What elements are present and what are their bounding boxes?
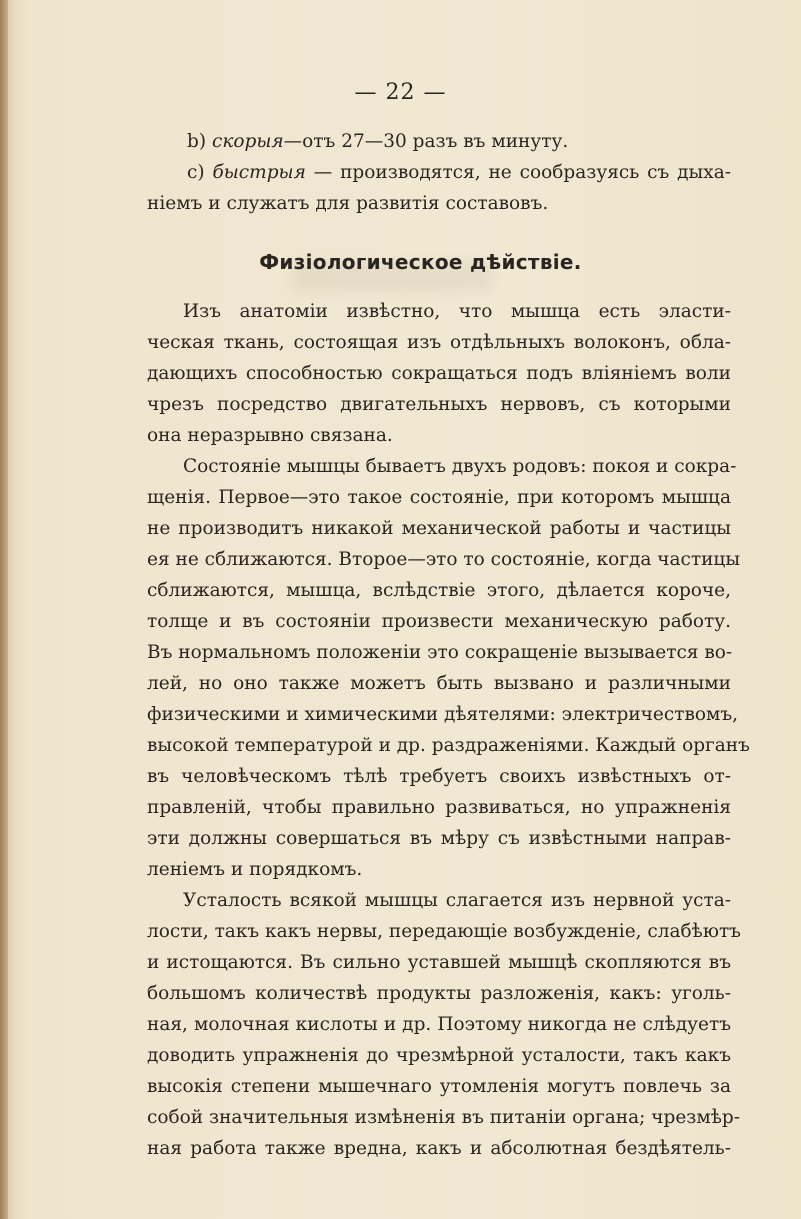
list-marker: b)	[187, 131, 207, 152]
list-term: скорыя	[211, 131, 284, 152]
paragraph-3	[147, 885, 741, 1164]
paragraph-2	[147, 451, 750, 885]
list-text: —отъ 27—30 разъ въ минуту.	[283, 131, 569, 152]
text-line: Состояніе мышцы бываетъ двухъ родовъ: покоя и сокра-	[183, 456, 737, 477]
text-line: чрезъ посредство двигательныхъ нервовъ, съ которыми	[147, 394, 731, 415]
text-line: лости, такъ какъ нервы, передающіе возбужденіе, слабѣютъ	[147, 921, 741, 942]
list-text: — производятся, не сообразуясь съ дыха-	[305, 162, 731, 183]
page-number: — 22 —	[354, 80, 447, 105]
text-line: высокой температурой и др. раздраженіями. Каждый органъ	[147, 735, 750, 756]
text-line: въ человѣческомъ тѣлѣ требуетъ своихъ извѣстныхъ от-	[147, 766, 731, 787]
text-line: большомъ количествѣ продукты разложенія, какъ: уголь-	[147, 983, 731, 1004]
text-line: собой значительныя измѣненія въ питаніи органа; чрезмѣр-	[147, 1107, 741, 1128]
text-line: ея не сближаются. Второе—это то состояніе, когда частицы	[147, 549, 741, 570]
text-line: толще и въ состояніи произвести механическую работу.	[147, 611, 731, 632]
section-heading: Физіологическое дѣйствіе.	[259, 250, 582, 274]
text-line: эти должны совершаться въ мѣру съ извѣстными направ-	[147, 828, 731, 849]
text-line: Въ нормальномъ положеніи это сокращеніе вызывается во-	[147, 642, 733, 663]
text-line: ная, молочная кислоты и др. Поэтому никогда не слѣдуетъ	[147, 1014, 731, 1035]
text-line: Изъ анатоміи извѣстно, что мышца есть эласти-	[183, 301, 731, 322]
page-spine-shadow	[0, 0, 8, 1219]
text-line: и истощаются. Въ сильно уставшей мышцѣ скопляются въ	[147, 952, 731, 973]
text-line: леніемъ и порядкомъ.	[147, 859, 363, 880]
text-line: она неразрывно связана.	[147, 425, 393, 446]
list-item-c-continuation: ніемъ и служатъ для развитія составовъ.	[147, 193, 549, 214]
text-line: высокія степени мышечнаго утомленія могутъ повлечь за	[147, 1076, 731, 1097]
text-line: физическими и химическими дѣятелями: электричествомъ,	[147, 704, 739, 725]
text-line: лей, но оно также можетъ быть вызвано и различными	[147, 673, 731, 694]
paragraph-1	[147, 296, 731, 451]
list-item-c	[147, 157, 731, 188]
text-line: правленій, чтобы правильно развиваться, но упражненія	[147, 797, 731, 818]
text-line: ная работа также вредна, какъ и абсолютная бездѣятель-	[147, 1138, 731, 1159]
text-line: дающихъ способностью сокращаться подъ вліяніемъ воли	[147, 363, 731, 384]
text-line: ческая ткань, состоящая изъ отдѣльныхъ волоконъ, обла-	[147, 332, 731, 353]
text-line: не производитъ никакой механической работы и частицы	[147, 518, 731, 539]
list-block	[147, 126, 731, 219]
list-item-b	[147, 126, 731, 157]
text-line: сближаются, мышца, вслѣдствіе этого, дѣлается короче,	[147, 580, 731, 601]
list-term: быстрыя	[212, 162, 306, 183]
list-marker: c)	[187, 162, 205, 183]
text-line: щенія. Первое—это такое состояніе, при которомъ мышца	[147, 487, 731, 508]
text-line: доводить упражненія до чрезмѣрной усталости, такъ какъ	[147, 1045, 731, 1066]
text-line: Усталость всякой мышцы слагается изъ нервной уста-	[183, 890, 731, 911]
